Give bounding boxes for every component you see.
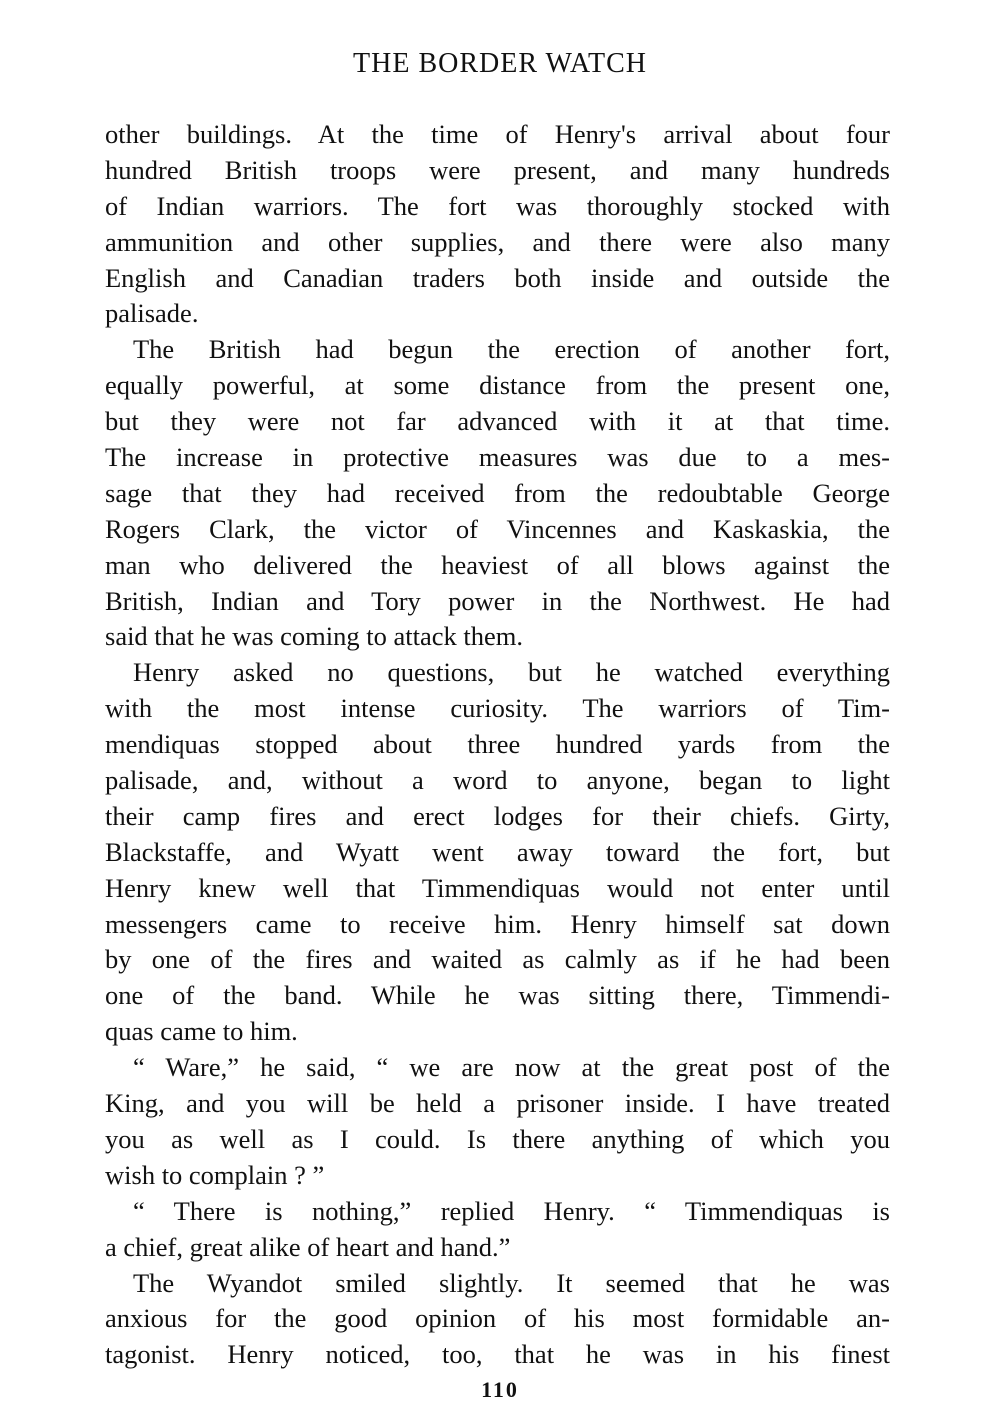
text-line: you as well as I could. Is there anything of which you (105, 1123, 890, 1154)
text-line: Henry knew well that Timmendiquas would not enter until (105, 872, 890, 903)
text-line: Henry asked no questions, but he watched everything (133, 657, 890, 688)
running-header: THE BORDER WATCH (353, 48, 647, 79)
text-line: Blackstaffe, and Wyatt went away toward the fort, but (105, 836, 890, 867)
text-line: ammunition and other supplies, and there were also many (105, 226, 890, 257)
text-line: other buildings. At the time of Henry's arrival about four (105, 119, 890, 149)
text-line: of Indian warriors. The fort was thoroughly stocked with (105, 190, 890, 221)
text-line: mendiquas stopped about three hundred yards from the (105, 729, 890, 760)
text-line: The Wyandot smiled slightly. It seemed that he was (133, 1267, 890, 1298)
text-line: “ There is nothing,” replied Henry. “ Timmendiquas is (133, 1195, 890, 1226)
text-line: their camp fires and erect lodges for their chiefs. Girty, (105, 800, 890, 831)
page-number: 110 (481, 1377, 519, 1402)
text-line: messengers came to receive him. Henry himself sat down (105, 908, 890, 939)
text-line: with the most intense curiosity. The warriors of Tim- (105, 693, 890, 724)
text-line: one of the band. While he was sitting there, Timmendi- (105, 980, 890, 1011)
text-line: The increase in protective measures was due to a mes- (105, 442, 890, 473)
text-line: sage that they had received from the redoubtable George (105, 477, 890, 508)
text-line: man who delivered the heaviest of all blows against the (105, 549, 890, 580)
text-line: British, Indian and Tory power in the Northwest. He had (105, 585, 890, 616)
text-line: palisade. (105, 298, 199, 329)
text-line: by one of the fires and waited as calmly as if he had been (105, 944, 890, 975)
text-line: quas came to him. (105, 1016, 298, 1047)
text-line: English and Canadian traders both inside and outside the (105, 262, 890, 293)
text-line: tagonist. Henry noticed, too, that he was in his finest (105, 1339, 890, 1370)
text-line: palisade, and, without a word to anyone, began to light (105, 765, 890, 796)
text-line: hundred British troops were present, and many hundreds (105, 154, 890, 185)
text-line: Rogers Clark, the victor of Vincennes and Kaskaskia, the (105, 513, 890, 544)
body-text (105, 117, 890, 1373)
text-line: a chief, great alike of heart and hand.” (105, 1231, 511, 1262)
text-line: said that he was coming to attack them. (105, 621, 523, 652)
text-line: but they were not far advanced with it at that time. (105, 406, 890, 437)
text-line: King, and you will be held a prisoner inside. I have treated (105, 1088, 890, 1119)
text-line: equally powerful, at some distance from the present one, (105, 370, 890, 401)
text-line: anxious for the good opinion of his most formidable an- (105, 1303, 890, 1334)
text-line: wish to complain ? ” (105, 1159, 325, 1190)
text-line: “ Ware,” he said, “ we are now at the great post of the (133, 1052, 890, 1083)
text-line: The British had begun the erection of another fort, (133, 334, 890, 365)
